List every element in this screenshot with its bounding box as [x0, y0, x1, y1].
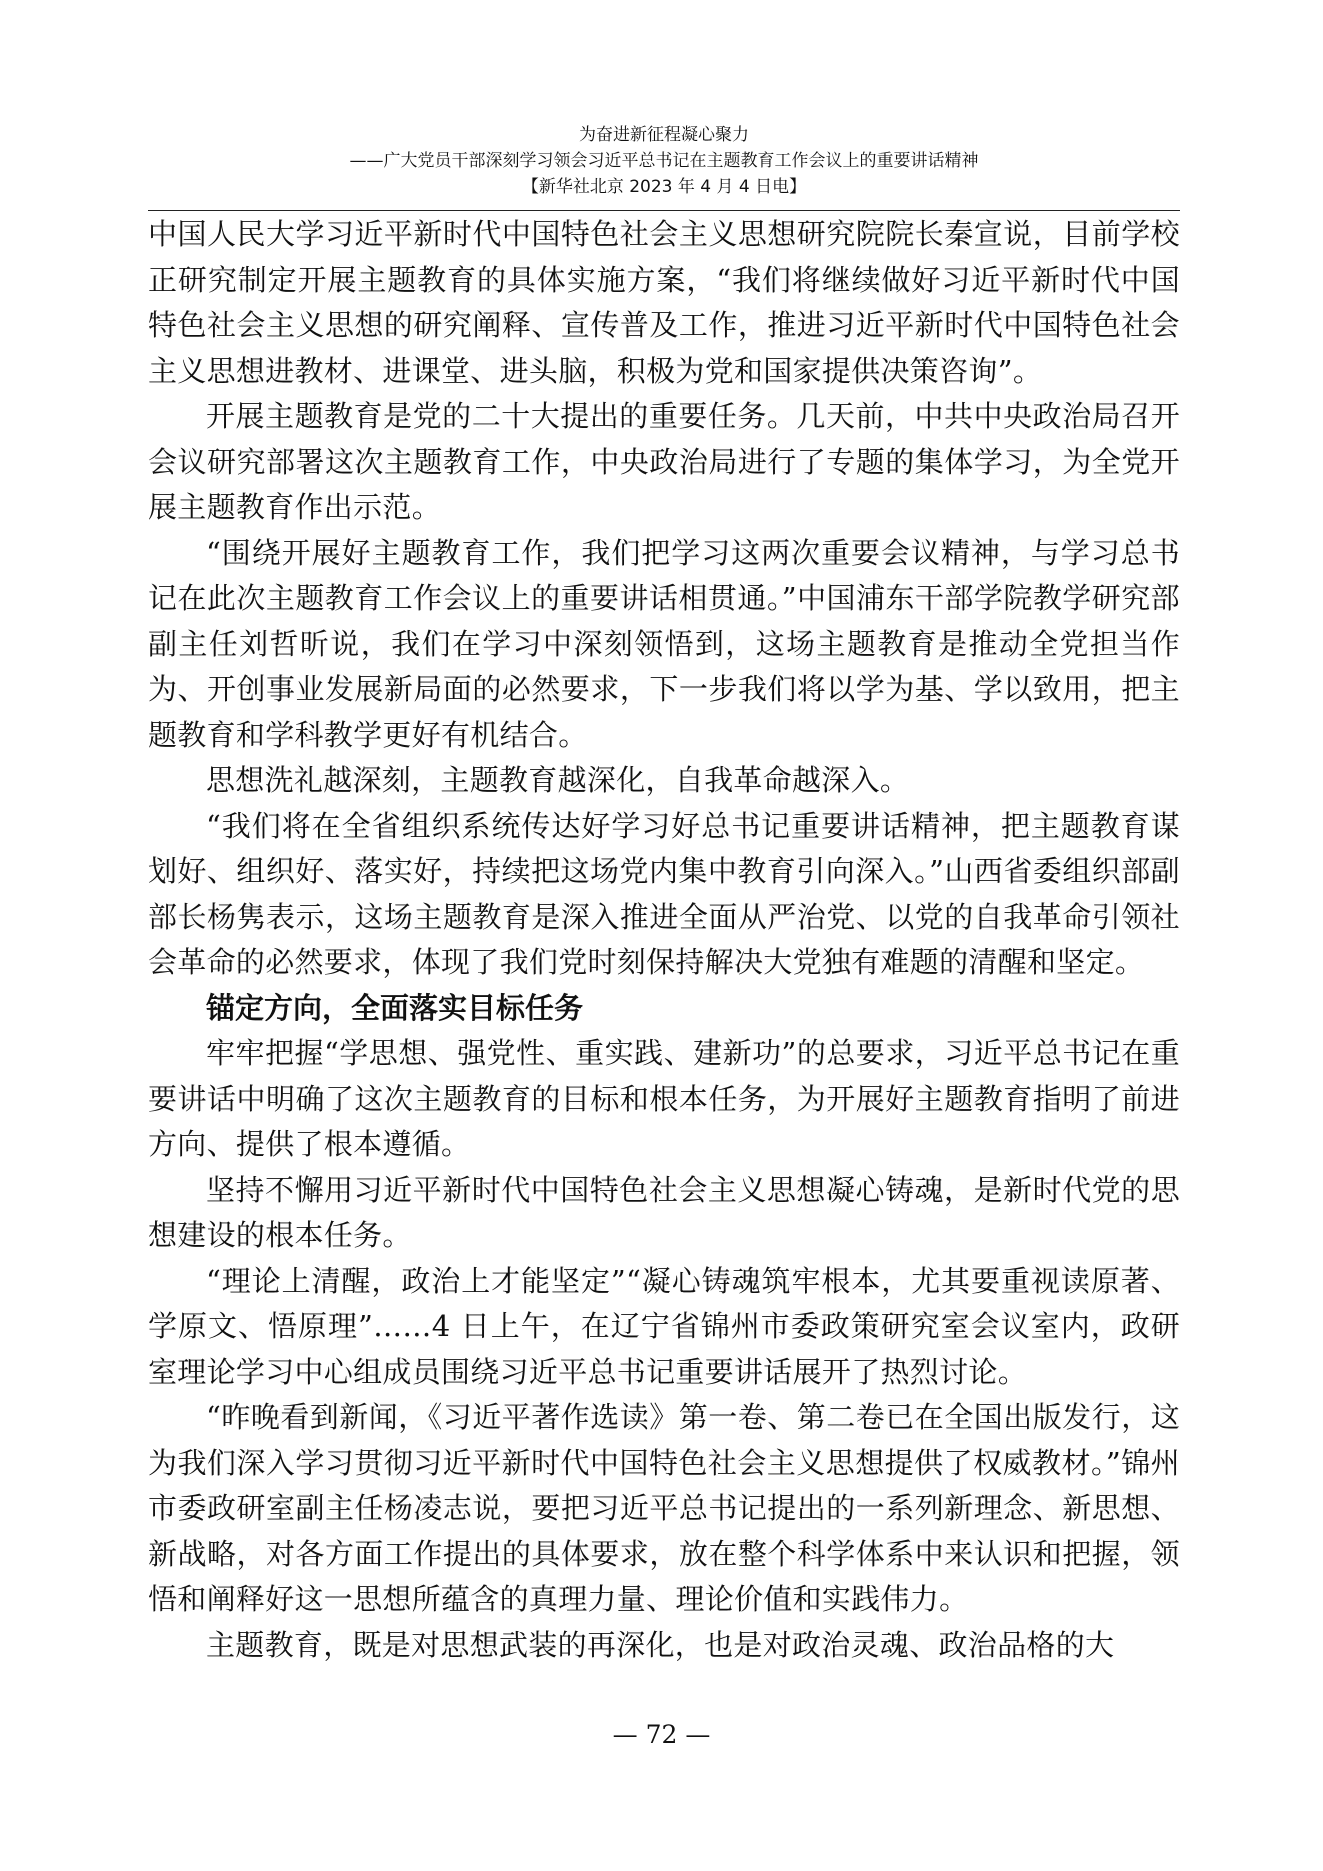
paragraph: “我们将在全省组织系统传达好学习好总书记重要讲话精神，把主题教育谋划好、组织好、落实好，持续把这场党内集中教育引向深入。”山西省委组织部副部长杨隽表示，这场主题教育是深入推进全面从严治党、以党的自我革命引领社会革命的必然要求，体现了我们党时刻保持解决大党独有难题的清醒和坚定。	[148, 808, 1180, 979]
paragraph: 主题教育，既是对思想武装的再深化，也是对政治灵魂、政治品格的大	[206, 1627, 1115, 1662]
header-title: 为奋进新征程凝心聚力	[579, 125, 749, 145]
paragraph: “昨晚看到新闻，《习近平著作选读》第一卷、第二卷已在全国出版发行，这为我们深入学习贯彻习近平新时代中国特色社会主义思想提供了权威教材。”锦州市委政研室副主任杨凌志说，要把习近平总书记提出的一系列新理念、新思想、新战略，对各方面工作提出的具体要求，放在整个科学体系中来认识和把握，领悟和阐释好这一思想所蕴含的真理力量、理论价值和实践伟力。	[148, 1400, 1180, 1616]
header-divider	[148, 210, 1180, 211]
paragraph: 思想洗礼越深刻，主题教育越深化，自我革命越深入。	[206, 763, 910, 797]
page-number: — 72 —	[612, 1720, 711, 1749]
paragraph: 坚持不懈用习近平新时代中国特色社会主义思想凝心铸魂，是新时代党的思想建设的根本任务。	[148, 1172, 1180, 1252]
paragraph: 开展主题教育是党的二十大提出的重要任务。几天前，中共中央政治局召开会议研究部署这次主题教育工作，中央政治局进行了专题的集体学习，为全党开展主题教育作出示范。	[148, 399, 1180, 524]
paragraph: 牢牢把握“学思想、强党性、重实践、建新功”的总要求，习近平总书记在重要讲话中明确了这次主题教育的目标和根本任务，为开展好主题教育指明了前进方向、提供了根本遵循。	[148, 1036, 1180, 1161]
header-subtitle: ——广大党员干部深刻学习领会习近平总书记在主题教育工作会议上的重要讲话精神	[349, 151, 979, 171]
paragraph: 中国人民大学习近平新时代中国特色社会主义思想研究院院长秦宣说，目前学校正研究制定开展主题教育的具体实施方案，“我们将继续做好习近平新时代中国特色社会主义思想的研究阐释、宣传普及工作，推进习近平新时代中国特色社会主义思想进教材、进课堂、进头脑，积极为党和国家提供决策咨询”。	[148, 217, 1180, 388]
paragraph: “围绕开展好主题教育工作，我们把学习这两次重要会议精神，与学习总书记在此次主题教育工作会议上的重要讲话相贯通。”中国浦东干部学院教学研究部副主任刘哲昕说，我们在学习中深刻领悟到，这场主题教育是推动全党担当作为、开创事业发展新局面的必然要求，下一步我们将以学为基、学以致用，把主题教育和学科教学更好有机结合。	[148, 535, 1180, 752]
section-heading: 锚定方向，全面落实目标任务	[206, 990, 584, 1025]
running-header	[148, 122, 1180, 200]
article-body	[148, 212, 1180, 1668]
header-dateline: 【新华社北京 2023 年 4 月 4 日电】	[521, 177, 807, 197]
paragraph: “理论上清醒，政治上才能坚定”“凝心铸魂筑牢根本，尤其要重视读原著、学原文、悟原理”……4 日上午，在辽宁省锦州市委政策研究室会议室内，政研室理论学习中心组成员围绕习近平总书记重要讲话展开了热烈讨论。	[148, 1263, 1180, 1389]
